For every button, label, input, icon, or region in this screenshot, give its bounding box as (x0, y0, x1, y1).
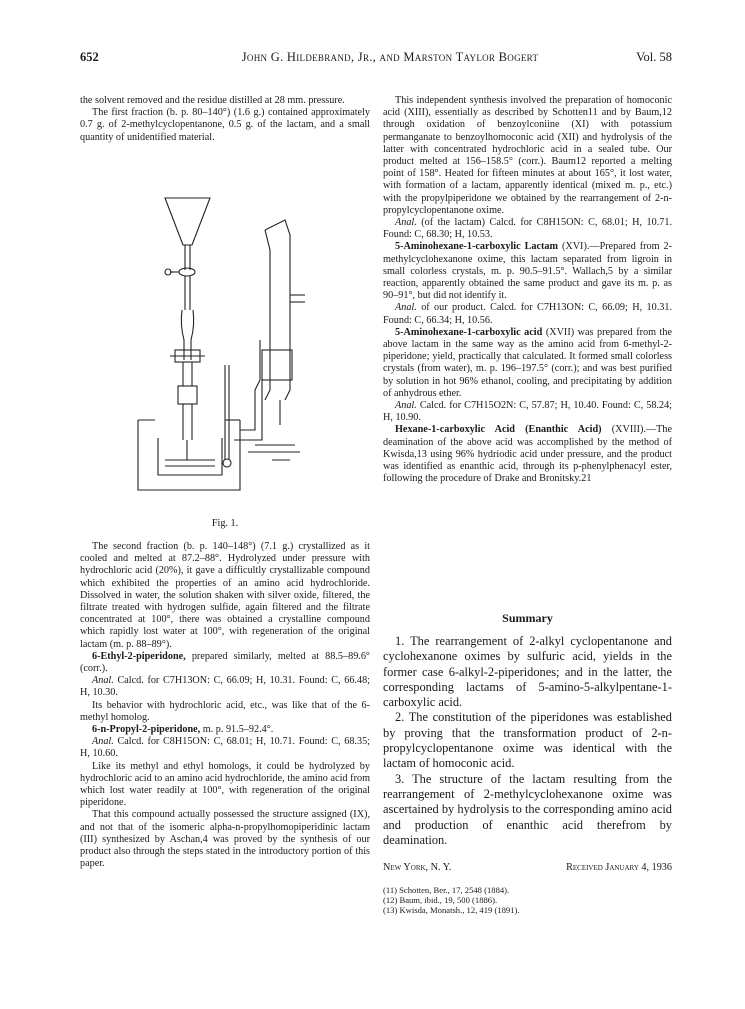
paragraph: That this compound actually possessed the structure assigned (IX), and not that of the isomeric alpha-n-propylhomopiperidinic lactam (III) synthesized by Aschan,4 was proved by the synthesis of our product also through the steps stated in the introductory portion of this paper. (80, 809, 370, 870)
left-column-bottom (80, 541, 370, 870)
analysis: Calcd. for C8H15ON: C, 68.01; H, 10.71. Found: C, 68.35; H, 10.60. (80, 736, 371, 760)
compound-heading: 5-Aminohexane-1-carboxylic acid (395, 326, 543, 338)
analysis: of our product. Calcd. for C7H13ON: C, 66.09; H, 10.31. Found: C, 66.34; H, 10.56. (383, 302, 672, 326)
funnel (165, 198, 210, 245)
footnote: (12) Baum, ibid., 19, 500 (1886). (383, 895, 498, 906)
summary-item: 3. The structure of the lactam resulting from the rearrangement of 2-methylcyclohexanone oxime was ascertained by hydrolysis to the corresponding amino acid and production of enanthic acid therefrom by deamination. (383, 771, 672, 847)
stopcock (179, 268, 195, 276)
paragraph: The first fraction (b. p. 80–140°) (1.6 g.) contained approximately 0.7 g. of 2-methylcyclopentanone, 0.5 g. of the lactam, and a small quantity of unidentified material. (80, 107, 370, 143)
footnote: (13) Kwisda, Monatsh., 12, 419 (1891). (383, 905, 520, 916)
signature-line (383, 862, 672, 876)
paragraph: prepared similarly, melted at 88.5–89.6° (corr.). (80, 650, 370, 675)
running-header (80, 50, 672, 72)
paragraph: (XVII) was prepared from the above lactam in the same way as the amino acid from 6-methyl-2-piperidone; yield, practically that calculated. It formed small colorless crystals (from water), m. p. 196–197.5° (corr.); and was best purified by solution in hot 96% ethanol, cooling, and precipitating by addition of anhydrous ether. (383, 326, 672, 399)
anal-label: Anal. (395, 400, 417, 412)
compound-heading: Hexane-1-carboxylic Acid (Enanthic Acid) (395, 424, 602, 436)
analysis: Calcd. for C7H15O2N: C, 57.87; H, 10.40. Found: C, 58.24; H, 10.90. (383, 400, 673, 424)
page-number: 652 (80, 50, 99, 64)
paragraph: m. p. 91.5–92.4°. (202, 724, 274, 736)
apparatus-figure (130, 190, 330, 510)
figure-caption: Fig. 1. (211, 518, 239, 529)
paragraph: Like its methyl and ethyl homologs, it could be hydrolyzed by hydrochloric acid to an amino acid hydrochloride, the amino acid from which lost water readily at 100°, with regeneration of the original piperidone. (80, 760, 370, 809)
anal-label: Anal. (92, 675, 114, 687)
footnote: (11) Schotten, Ber., 17, 2548 (1884). (383, 885, 510, 895)
summary-section (383, 612, 672, 624)
stopper (178, 386, 197, 404)
received-date: Received January 4, 1936 (566, 862, 672, 873)
summary-item: 1. The rearrangement of 2-alkyl cyclopentanone and cyclohexanone oximes by sulfuric acid, yields in the former case 6-alkyl-2-piperidones; and in the latter, the corresponding lactams of 5-amino-5-alkylpentane-1-carboxylic acid. (383, 634, 672, 710)
volume-label: Vol. 58 (636, 50, 672, 64)
summary-list (383, 634, 672, 848)
paragraph: the solvent removed and the residue distilled at 28 mm. pressure. (80, 95, 345, 106)
summary-heading: Summary (502, 611, 553, 625)
paragraph: (XVI).—Prepared from 2-methylcyclohexanone oxime, this lactam separated from ligroin in small colorless crystals, m. p. 90.5–91.5°. Wallach,5 by a similar reaction, apparently obtained the same product and gave its m. p. as 90–91°, but did not identify it. (383, 241, 673, 302)
compound-heading: 5-Aminohexane-1-carboxylic Lactam (395, 241, 558, 253)
analysis: (of the lactam) Calcd. for C8H15ON: C, 68.01; H, 10.71. Found: C, 68.30; H, 10.53. (383, 217, 672, 241)
paragraph: Its behavior with hydrochloric acid, etc., was like that of the 6-methyl homolog. (80, 699, 370, 723)
compound-heading: 6-Ethyl-2-piperidone, (92, 650, 186, 662)
footnotes (383, 885, 672, 916)
anal-label: Anal. (395, 302, 417, 314)
right-column (383, 95, 672, 486)
paragraph: (XVIII).—The deamination of the above acid was accomplished by the method of Kwisda,13 using 96% hydriodic acid under pressure, and the product was identified as enanthic acid, through its p-phenylphenacyl ester, following the procedure of Drake and Bronitsky.21 (383, 424, 672, 485)
compound-heading: 6-n-Propyl-2-piperidone, (92, 724, 201, 736)
anal-label: Anal. (92, 736, 114, 748)
anal-label: Anal. (395, 217, 417, 229)
running-title: John G. Hildebrand, Jr., and Marston Taylor Bogert (241, 50, 539, 64)
left-column-top (80, 95, 370, 144)
analysis: Calcd. for C7H13ON: C, 66.09; H, 10.31. Found: C, 66.48; H, 10.30. (80, 675, 371, 699)
paragraph: This independent synthesis involved the preparation of homoconic acid (XIII), essentially as described by Schotten11 and by Baum,12 through oxidation of benzoylconiine (XI) with potassium permanganate to benzoylhomoconic acid (XII) and hydrolysis of the latter with concentrated hydrochloric acid in a sealed tube. Our product melted at 156–158.5° (corr.). Baum12 reported a melting point of 158°. Heated for fifteen minutes at about 165°, it lost water, with formation of a lactam, apparently identical (mixed m. p., etc.) with the propylpiperidone we obtained by the rearrangement of 2-n-propylcyclopentanone oxime. (383, 95, 672, 216)
summary-item: 2. The constitution of the piperidones was established by proving that the transformation product of 2-n-propylcyclopentanone oxime was identical with the lactam of homoconic acid. (383, 710, 672, 771)
paragraph: The second fraction (b. p. 140–148°) (7.1 g.) crystallized as it cooled and melted at 87.2–88°. Hydrolyzed under pressure with hydrochloric acid (20%), it gave a difficultly crystallizable compound which exhibited the properties of an amino acid hydrochloride. Dissolved in water, the solution shaken with silver oxide, filtered, the filtrate treated with hydrogen sulfide, again filtered and the filtrate concentrated at 100°, there was obtained a crystalline compound which rapidly lost water at 100°, with regeneration of the original lactam (m. p. 88–89°). (80, 541, 370, 650)
location: New York, N. Y. (383, 862, 452, 873)
